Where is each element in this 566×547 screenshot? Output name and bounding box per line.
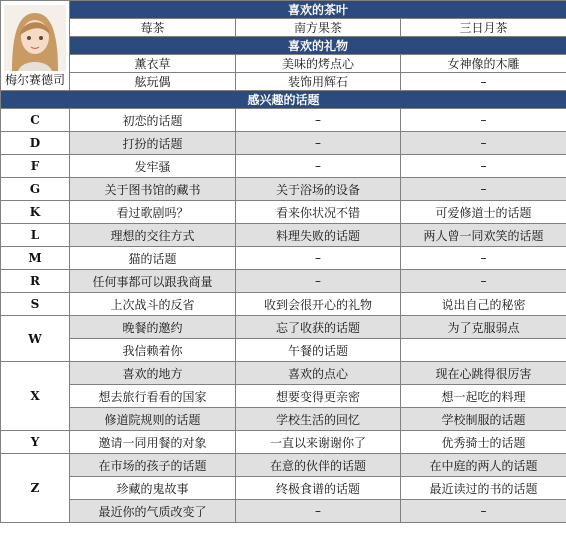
topic-row <box>1 500 566 523</box>
topic-cell: 邀请一同用餐的对象 <box>70 431 236 454</box>
topic-cell: 想一起吃的料理 <box>401 385 566 408</box>
topic-cell: – <box>401 155 566 178</box>
topic-cell: 料理失败的话题 <box>236 224 401 247</box>
topic-letter: G <box>1 178 70 201</box>
gift-item: 舷玩偶 <box>70 73 236 91</box>
topic-cell: – <box>236 155 401 178</box>
topic-cell: 学校制服的话题 <box>401 408 566 431</box>
topic-cell: 打扮的话题 <box>70 132 236 155</box>
topic-row <box>1 477 566 500</box>
topics-header: 感兴趣的话题 <box>1 91 566 109</box>
topic-cell: 学校生活的回忆 <box>236 408 401 431</box>
gift-item: 装饰用辉石 <box>236 73 401 91</box>
topic-cell: – <box>236 109 401 132</box>
gift-item: – <box>401 73 566 91</box>
topic-cell: 理想的交往方式 <box>70 224 236 247</box>
topic-cell: – <box>401 178 566 201</box>
topic-cell: 为了克服弱点 <box>401 316 566 339</box>
topic-cell: 午餐的话题 <box>236 339 401 362</box>
topic-cell: – <box>401 500 566 523</box>
topic-row <box>1 339 566 362</box>
topic-cell: – <box>401 247 566 270</box>
topic-cell: 一直以来谢谢你了 <box>236 431 401 454</box>
topic-cell: 在市场的孩子的话题 <box>70 454 236 477</box>
topic-letter: Y <box>1 431 70 454</box>
topic-row <box>1 270 566 293</box>
topic-row <box>1 316 566 339</box>
topic-letter: R <box>1 270 70 293</box>
topic-cell: 修道院规则的话题 <box>70 408 236 431</box>
topic-letter: C <box>1 109 70 132</box>
tea-item: 三日月茶 <box>401 19 566 37</box>
topic-cell: 看过歌剧吗？ <box>70 201 236 224</box>
topic-cell: 我信赖着你 <box>70 339 236 362</box>
tea-item: 南方果茶 <box>236 19 401 37</box>
character-cell <box>1 1 70 91</box>
topic-letter: K <box>1 201 70 224</box>
topic-cell: 忘了收获的话题 <box>236 316 401 339</box>
topic-cell: 猫的话题 <box>70 247 236 270</box>
topic-cell: – <box>401 109 566 132</box>
character-name: 梅尔赛德司 <box>4 73 65 87</box>
topic-cell: 收到会很开心的礼物 <box>236 293 401 316</box>
topic-cell: 优秀骑士的话题 <box>401 431 566 454</box>
topic-cell: 喜欢的地方 <box>70 362 236 385</box>
topic-cell: 发牢骚 <box>70 155 236 178</box>
topic-cell: 初恋的话题 <box>70 109 236 132</box>
topic-cell: 在中庭的两人的话题 <box>401 454 566 477</box>
topic-cell: 想去旅行看看的国家 <box>70 385 236 408</box>
topic-row <box>1 247 566 270</box>
topic-letter: S <box>1 293 70 316</box>
tea-header: 喜欢的茶叶 <box>70 1 566 19</box>
topic-cell: 最近你的气质改变了 <box>70 500 236 523</box>
tea-item: 莓茶 <box>70 19 236 37</box>
topic-cell: – <box>236 270 401 293</box>
topic-row <box>1 132 566 155</box>
topic-cell: 现在心跳得很厉害 <box>401 362 566 385</box>
topic-letter: D <box>1 132 70 155</box>
topic-row <box>1 385 566 408</box>
topic-row <box>1 224 566 247</box>
topic-cell: 说出自己的秘密 <box>401 293 566 316</box>
topic-row <box>1 431 566 454</box>
topic-row <box>1 178 566 201</box>
topic-cell: 看来你状况不错 <box>236 201 401 224</box>
topic-letter: M <box>1 247 70 270</box>
topic-letter: X <box>1 362 70 431</box>
gift-item: 薰衣草 <box>70 55 236 73</box>
topic-letter: L <box>1 224 70 247</box>
topic-cell <box>401 339 566 362</box>
topic-cell: 任何事都可以跟我商量 <box>70 270 236 293</box>
topic-letter: Z <box>1 454 70 523</box>
topic-row <box>1 362 566 385</box>
topic-cell: – <box>236 132 401 155</box>
topic-cell: – <box>236 247 401 270</box>
character-portrait-icon <box>4 5 66 71</box>
topic-cell: 珍藏的鬼故事 <box>70 477 236 500</box>
topic-row <box>1 155 566 178</box>
topic-cell: 想要变得更亲密 <box>236 385 401 408</box>
topic-cell: – <box>401 132 566 155</box>
gift-item: 女神像的木雕 <box>401 55 566 73</box>
topic-cell: 上次战斗的反省 <box>70 293 236 316</box>
topic-cell: 晚餐的邀约 <box>70 316 236 339</box>
topic-cell: – <box>236 500 401 523</box>
topic-row <box>1 408 566 431</box>
topic-cell: 关于图书馆的藏书 <box>70 178 236 201</box>
topic-row <box>1 293 566 316</box>
topic-cell: 在意的伙伴的话题 <box>236 454 401 477</box>
topic-letter: W <box>1 316 70 362</box>
topic-row <box>1 201 566 224</box>
topic-cell: 最近读过的书的话题 <box>401 477 566 500</box>
topic-cell: – <box>401 270 566 293</box>
topic-cell: 两人曾一同欢笑的话题 <box>401 224 566 247</box>
topic-cell: 喜欢的点心 <box>236 362 401 385</box>
topic-row <box>1 454 566 477</box>
topic-cell: 终极食谱的话题 <box>236 477 401 500</box>
gifts-header: 喜欢的礼物 <box>70 37 566 55</box>
topic-row <box>1 109 566 132</box>
topic-cell: 关于浴场的设备 <box>236 178 401 201</box>
gift-item: 美味的烤点心 <box>236 55 401 73</box>
topic-cell: 可爱修道士的话题 <box>401 201 566 224</box>
topic-letter: F <box>1 155 70 178</box>
